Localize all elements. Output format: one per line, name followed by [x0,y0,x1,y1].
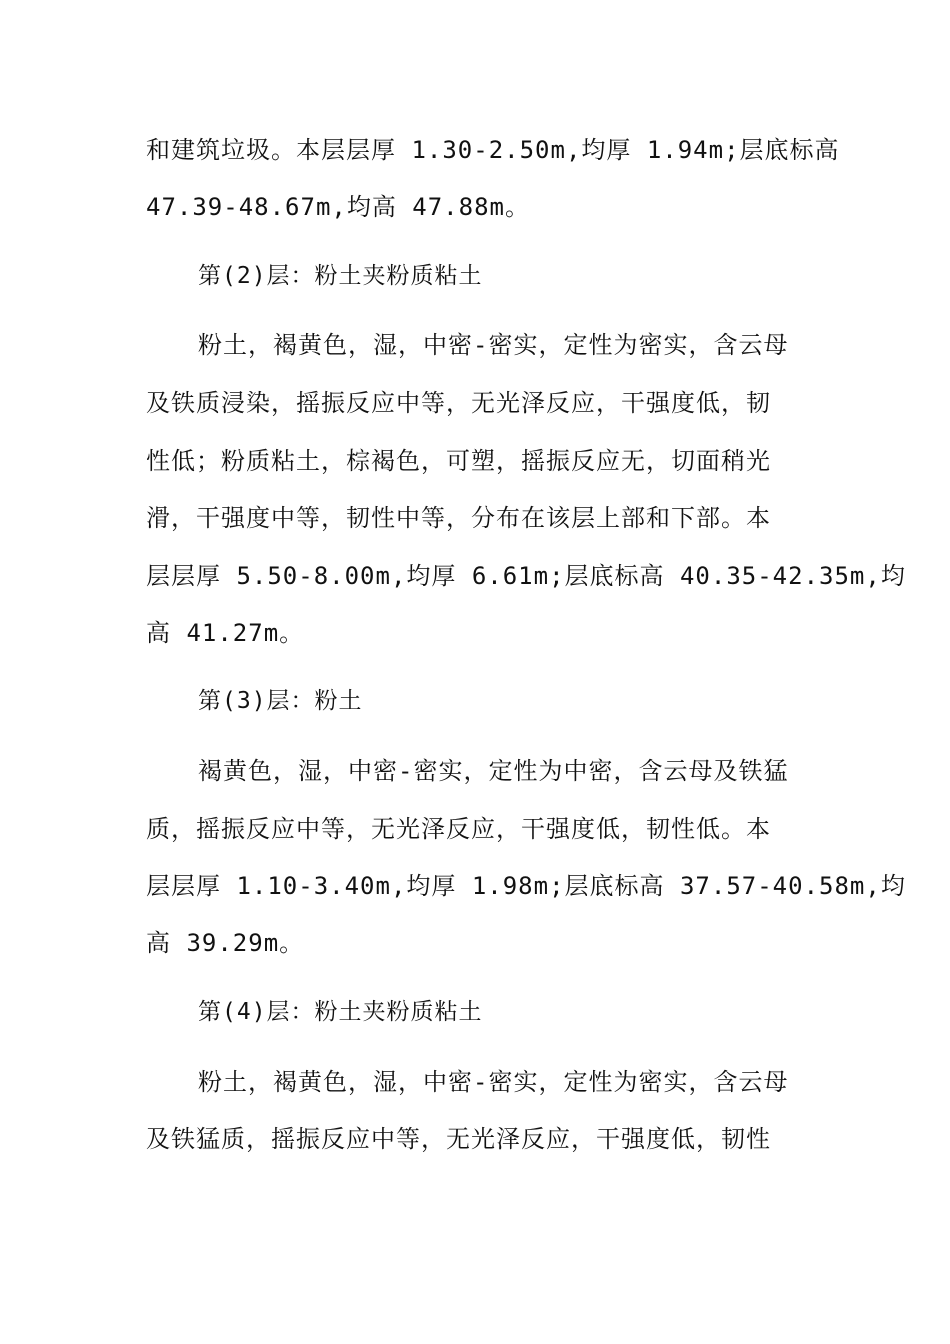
paragraph-1-line-1: 和建筑垃圾。本层层厚 1.30-2.50m,均厚 1.94m;层底标高 [146,136,840,164]
layer-3-line-1: 褐黄色，湿，中密-密实，定性为中密，含云母及铁猛 [198,757,789,785]
layer-2-line-6: 高 41.27m。 [146,619,305,647]
paragraph-1-line-2: 47.39-48.67m,均高 47.88m。 [146,193,530,221]
layer-2-line-1: 粉土，褐黄色，湿，中密-密实，定性为密实，含云母 [198,331,789,359]
layer-2-heading: 第(2)层：粉土夹粉质粘土 [198,263,483,289]
layer-2-line-4: 滑，干强度中等，韧性中等，分布在该层上部和下部。本 [146,504,771,532]
layer-2-line-3: 性低；粉质粘土，棕褐色，可塑，摇振反应无，切面稍光 [146,447,771,475]
layer-4-line-1: 粉土，褐黄色，湿，中密-密实，定性为密实，含云母 [198,1068,789,1096]
layer-3-line-4: 高 39.29m。 [146,929,305,957]
layer-3-heading: 第(3)层：粉土 [198,688,363,714]
layer-4-heading: 第(4)层：粉土夹粉质粘土 [198,999,483,1025]
layer-2-line-2: 及铁质浸染，摇振反应中等，无光泽反应，干强度低，韧 [146,389,771,417]
layer-2-line-5: 层层厚 5.50-8.00m,均厚 6.61m;层底标高 40.35-42.35m,均 [146,562,906,590]
layer-3-line-3: 层层厚 1.10-3.40m,均厚 1.98m;层底标高 37.57-40.58m,均 [146,872,906,900]
layer-4-line-2: 及铁猛质，摇振反应中等，无光泽反应，干强度低，韧性 [146,1125,771,1153]
layer-3-line-2: 质，摇振反应中等，无光泽反应，干强度低，韧性低。本 [146,815,771,843]
